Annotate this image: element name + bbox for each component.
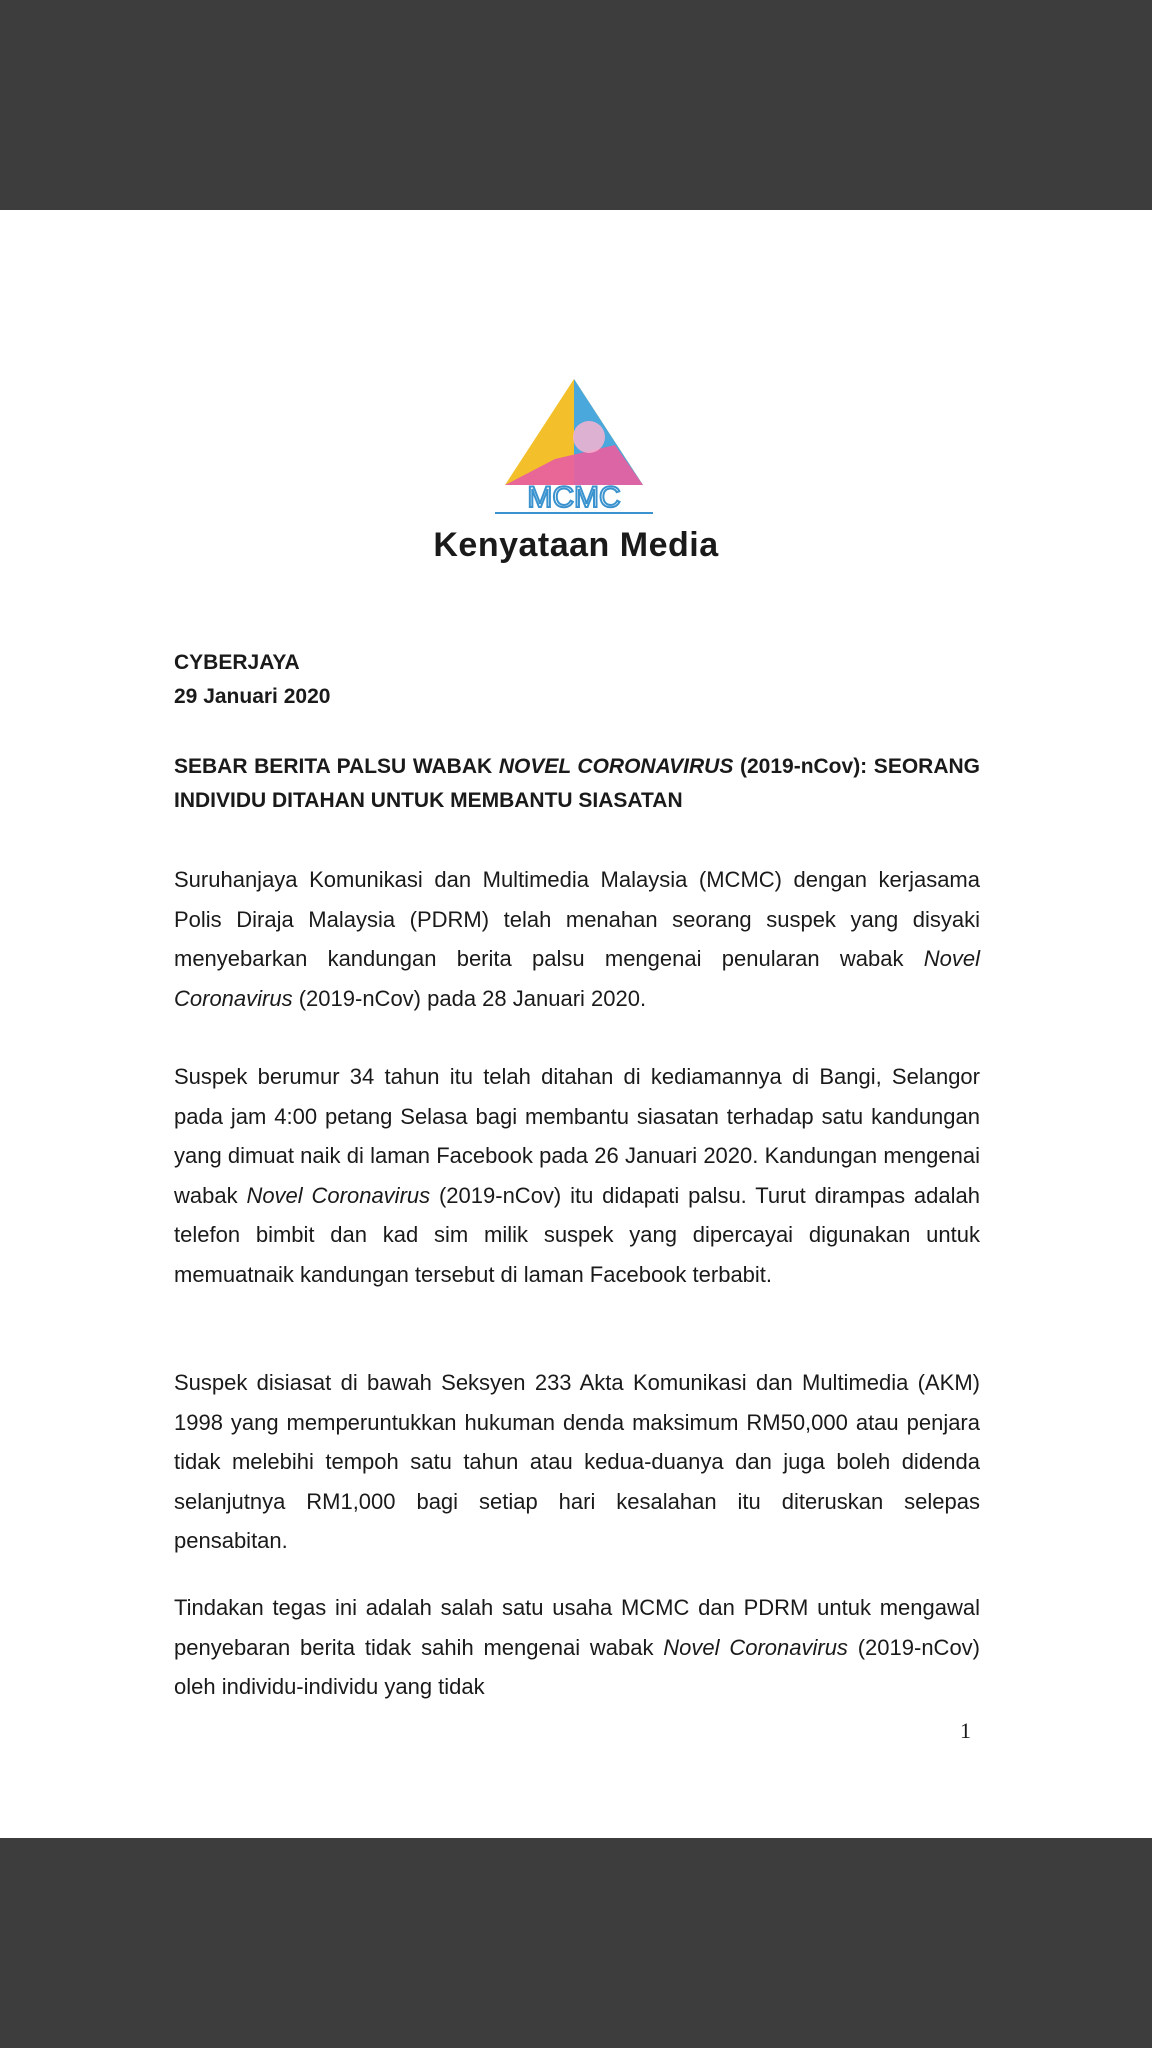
location: CYBERJAYA: [174, 651, 300, 674]
mcmc-logo-icon: [485, 375, 663, 515]
dateline: [174, 646, 980, 714]
document-page: [0, 210, 1152, 1838]
page-number: 1: [960, 1718, 971, 1743]
mcmc-logo: [485, 375, 663, 515]
paragraph-2: Suspek berumur 34 tahun itu telah ditahan di kediamannya di Bangi, Selangor pada jam 4:00 petang Selasa bagi membantu siasatan terhadap satu kandungan yang dimuat naik di laman Facebook pada 26 Januari 2020. Kandungan mengenai wabak Novel Coronavirus (2019-nCov) itu didapati palsu. Turut dirampas adalah telefon bimbit dan kad sim milik suspek yang dipercayai digunakan untuk memuatnaik kandungan tersebut di laman Facebook terbabit.: [174, 1064, 980, 1287]
svg-text:MCMC: MCMC: [527, 481, 621, 514]
paragraph-3: Suspek disiasat di bawah Seksyen 233 Akta Komunikasi dan Multimedia (AKM) 1998 yang memperuntukkan hukuman denda maksimum RM50,000 atau penjara tidak melebihi tempoh satu tahun atau kedua-duanya dan juga boleh didenda selanjutnya RM1,000 bagi setiap hari kesalahan itu diteruskan selepas pensabitan.: [174, 1370, 980, 1553]
headline: SEBAR BERITA PALSU WABAK NOVEL CORONAVIRUS (2019-nCov): SEORANG INDIVIDU DITAHAN UNTUK MEMBANTU SIASATAN: [174, 755, 980, 812]
document-title: Kenyataan Media: [433, 526, 719, 564]
paragraph-4: [174, 1588, 980, 1707]
bottom-dark-bar: [0, 1838, 1152, 2048]
top-dark-bar: [0, 0, 1152, 210]
paragraph-4-text: Tindakan tegas ini adalah salah satu usaha MCMC dan PDRM untuk mengawal penyebaran berita tidak sahih mengenai wabak Novel Coronavirus (2019-nCov) oleh individu-individu yang tidak: [174, 1595, 981, 1699]
paragraph-1: Suruhanjaya Komunikasi dan Multimedia Malaysia (MCMC) dengan kerjasama Polis Diraja Malaysia (PDRM) telah menahan seorang suspek yang disyaki menyebarkan kandungan berita palsu mengenai penularan wabak Novel Coronavirus (2019-nCov) pada 28 Januari 2020.: [174, 867, 980, 1011]
date: 29 Januari 2020: [174, 685, 331, 708]
